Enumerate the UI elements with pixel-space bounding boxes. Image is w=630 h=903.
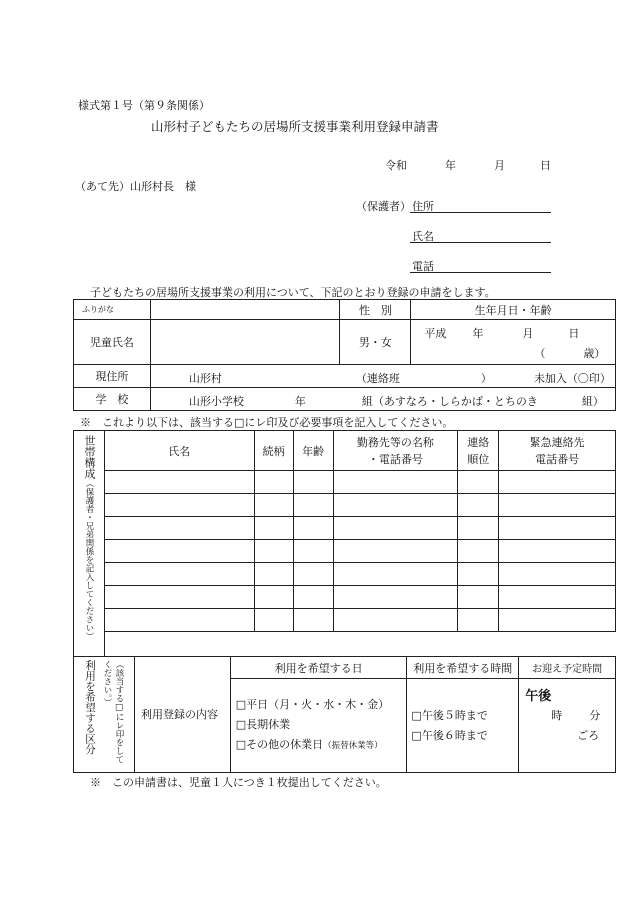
usage-content-label: 利用登録の内容 (134, 657, 230, 773)
table-row (74, 540, 616, 563)
sex-label: 性 別 (340, 300, 411, 320)
sex-choice[interactable]: 男・女 (340, 320, 411, 365)
notice-checkbox-instructions: ※ これより以下は、該当する□にレ印及び必要事項を記入してください。 (80, 416, 454, 429)
date-era: 令和 (385, 159, 407, 172)
addressee: （あて先）山形村長 様 (75, 180, 196, 193)
table-row (74, 586, 616, 609)
guardian-name-line[interactable] (410, 242, 551, 243)
notice-one-per-child: ※ この申請書は、児童１人につき１枚提出してください。 (90, 776, 387, 789)
page-title: 山形村子どもたちの居場所支援事業利用登録申請書 (151, 119, 439, 134)
day-option-other-holiday[interactable]: □その他の休業日（振替休業等） (235, 738, 383, 751)
household-table (73, 430, 616, 657)
guardian-label: （保護者） (356, 200, 411, 213)
date-year: 年 (445, 159, 456, 172)
furigana-field[interactable] (150, 300, 340, 320)
pickup-header: お迎え予定時間 (519, 657, 616, 679)
intro-text: 子どもたちの居場所支援事業の利用について、下記のとおり登録の申請をします。 (90, 286, 496, 299)
pickup-time-field[interactable]: 午後 時 分 ごろ (519, 679, 616, 773)
date-day: 日 (540, 159, 551, 172)
table-row (74, 563, 616, 586)
table-row (74, 471, 616, 494)
table-row (74, 609, 616, 632)
birth-label: 生年月日・年齢 (411, 300, 616, 320)
usage-side-label: 利用を希望する区分 （該当する□にレ印をしてください。） (74, 657, 135, 773)
table-row (74, 517, 616, 540)
usage-table (73, 656, 616, 773)
table-row (74, 494, 616, 517)
child-info-table (73, 299, 616, 411)
days-options (230, 679, 407, 773)
address-field[interactable]: 山形村 （連絡班 ） 未加入（〇印） (150, 365, 615, 388)
day-option-weekday[interactable]: □平日（月・火・水・木・金） (235, 698, 390, 711)
col-contact-order: 連絡 順位 (458, 431, 499, 471)
col-emergency: 緊急連絡先 電話番号 (499, 431, 616, 471)
address-label: 現住所 (74, 365, 151, 388)
col-name: 氏名 (104, 431, 254, 471)
guardian-address-label: 住所 (412, 200, 434, 213)
birth-field[interactable]: 平成 年 月 日 （ 歳） (411, 320, 616, 365)
day-option-long-vacation[interactable]: □長期休業 (235, 718, 291, 731)
guardian-phone-line[interactable] (410, 272, 551, 273)
school-label: 学 校 (74, 388, 151, 411)
child-name-field[interactable] (150, 320, 340, 365)
time-option-6pm[interactable]: □午後６時まで (411, 728, 488, 742)
form-number: 様式第１号（第９条関係） (78, 99, 210, 112)
guardian-address-line[interactable] (410, 212, 551, 213)
child-name-label: 児童氏名 (74, 320, 151, 365)
guardian-name-label: 氏名 (412, 230, 434, 243)
date-month: 月 (494, 159, 505, 172)
school-field[interactable]: 山形小学校 年 組（あすなろ・しらかば・とちのき 組） (150, 388, 615, 411)
time-option-5pm[interactable]: □午後５時まで (411, 708, 488, 722)
time-options (407, 679, 519, 773)
guardian-phone-label: 電話 (412, 260, 434, 273)
col-work: 勤務先等の名称 ・電話番号 (333, 431, 458, 471)
time-header: 利用を希望する時間 (407, 657, 519, 679)
col-age: 年齢 (293, 431, 333, 471)
col-relation: 続柄 (254, 431, 293, 471)
table-row (74, 632, 616, 657)
furigana-label: ふりがな (74, 300, 151, 320)
household-side-label: 世帯構成 （保護者・兄弟関係を記入してください） (74, 431, 105, 657)
days-header: 利用を希望する日 (230, 657, 407, 679)
